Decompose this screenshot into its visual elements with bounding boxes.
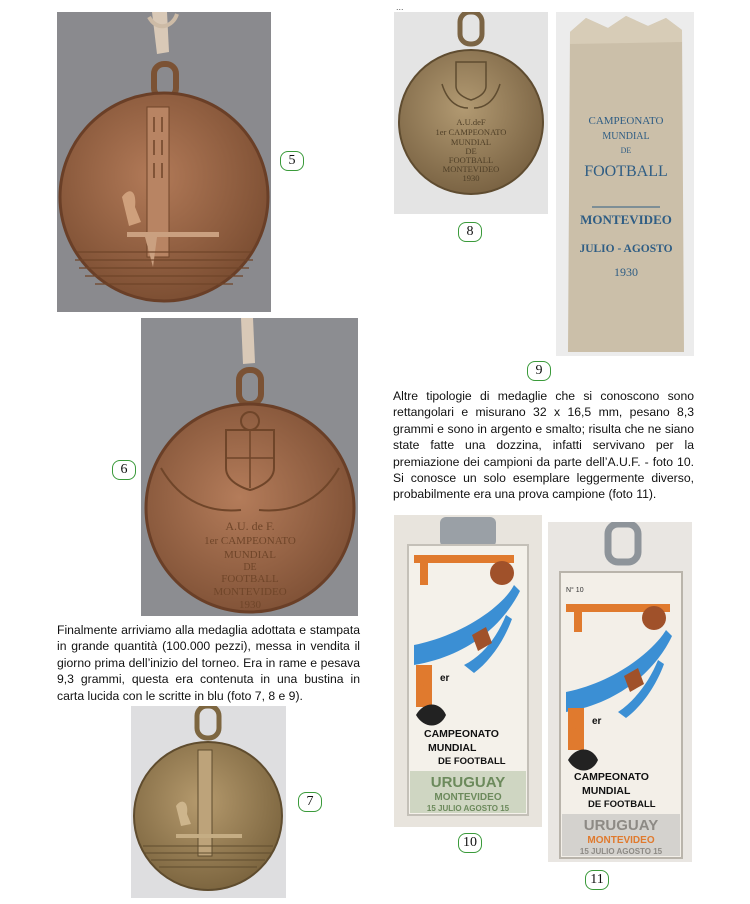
badge10-text-3: MUNDIAL: [428, 742, 477, 754]
envelope-text-5: JULIO - AGOSTO: [579, 243, 673, 255]
medal8-text-5: MONTEVIDEO: [442, 164, 500, 174]
badge10-text-2: CAMPEONATO: [424, 728, 499, 740]
medal8-text-4: FOOTBALL: [448, 155, 494, 165]
photo-number-8: 8: [458, 222, 482, 242]
badge11-text-1: 1: [570, 721, 584, 748]
medal6-text-2: MUNDIAL: [224, 549, 276, 561]
badge11-text-8: 15 JULIO AGOSTO 15: [579, 847, 663, 856]
badge10-text-7: 15 JULIO AGOSTO 15: [426, 804, 510, 813]
photo-number-6: 6: [112, 460, 136, 480]
envelope-text-4: MONTEVIDEO: [580, 212, 672, 227]
badge10-text-6: MONTEVIDEO: [434, 792, 502, 803]
badge10-text-5: URUGUAY: [430, 774, 506, 791]
photo-medal-5: [57, 12, 271, 312]
badge10-text-4: DE FOOTBALL: [438, 756, 506, 767]
medal6-text-3: DE: [243, 562, 257, 573]
medal6-text-5: MONTEVIDEO: [213, 586, 287, 598]
medal6-text-6: 1930: [239, 599, 261, 611]
photo-badge-10: [394, 515, 542, 827]
medal6-text-0: A.U. de F.: [225, 519, 275, 533]
photo-number-7: 7: [298, 792, 322, 812]
photo-medal-7: [131, 706, 286, 898]
paragraph-right: Altre tipologie di medaglie che si conoscono sono rettangolari e misurano 32 x 16,5 mm, pesano 8,3 grammi e sono in argento e smalto; risulta che ne siano state fatte una dozzina, infatti servivano per la premiazione dei campioni da parte dell’A.U.F. - foto 10. Si conosce un solo esemplare leggermente diverso, probabilmente era una prova campione (foto 11).: [393, 389, 694, 502]
envelope-text-3: FOOTBALL: [584, 163, 668, 180]
medal8-text-2: MUNDIAL: [450, 137, 492, 147]
envelope-text-0: CAMPEONATO: [588, 115, 664, 127]
envelope-text-2: DE: [620, 146, 632, 155]
photo-number-5: 5: [280, 151, 304, 171]
badge10-text-0: 1: [418, 678, 432, 705]
medal6-text-4: FOOTBALL: [221, 573, 279, 585]
medal8-text-6: 1930: [462, 173, 480, 183]
badge11-text-0: N° 10: [566, 587, 584, 594]
badge10-text-1: er: [440, 673, 450, 684]
medal8-text-3: DE: [465, 146, 477, 156]
badge11-text-4: MUNDIAL: [582, 785, 631, 797]
badge11-text-5: DE FOOTBALL: [588, 799, 656, 810]
top-fragment: ...: [396, 2, 404, 12]
photo-number-11: 11: [585, 870, 609, 890]
medal8-text-0: A.U.deF: [456, 117, 486, 127]
photo-medal-6: [141, 318, 358, 616]
photo-medal-8: [394, 12, 548, 214]
badge11-text-6: URUGUAY: [583, 817, 659, 834]
medal8-text-1: 1er CAMPEONATO: [435, 127, 507, 137]
paragraph-left: Finalmente arriviamo alla medaglia adottata e stampata in grande quantità (100.000 pezzi), messa in vendita il giorno prima dell’inizio del torneo. Era in rame e pesava 9,3 grammi, questa era contenuta in una bustina in carta lucida con le scritte in blu (foto 7, 8 e 9).: [57, 623, 360, 703]
photo-number-9: 9: [527, 361, 551, 381]
photo-envelope-9: [556, 12, 694, 356]
badge11-text-2: er: [592, 716, 602, 727]
photo-badge-11: [548, 522, 692, 862]
medal6-text-1: 1er CAMPEONATO: [204, 535, 296, 547]
envelope-text-1: MUNDIAL: [602, 131, 650, 142]
badge11-text-7: MONTEVIDEO: [587, 835, 655, 846]
envelope-text-6: 1930: [614, 265, 638, 279]
photo-number-10: 10: [458, 833, 482, 853]
badge11-text-3: CAMPEONATO: [574, 771, 649, 783]
